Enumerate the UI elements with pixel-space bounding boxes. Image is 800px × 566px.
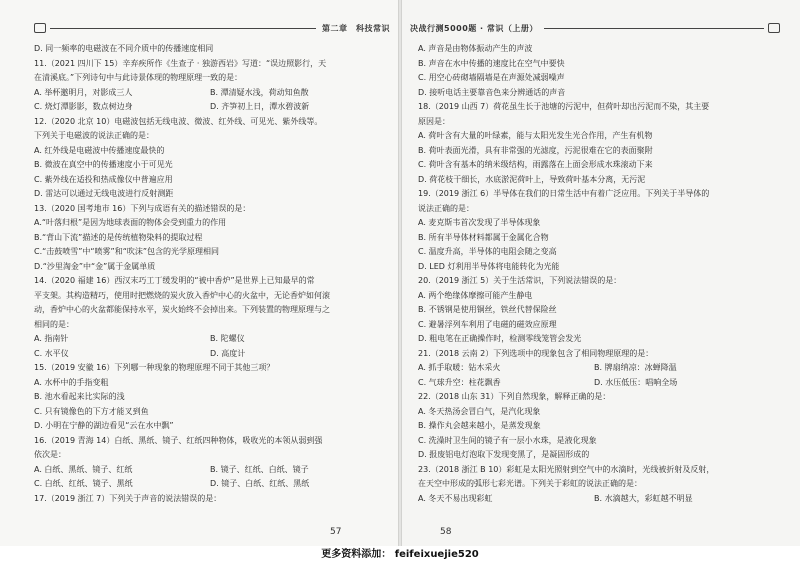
option-a: A. 两个绝缘体摩擦可能产生静电 <box>418 290 533 300</box>
right-page-text <box>418 42 770 506</box>
options-row <box>418 361 770 376</box>
option-d: D. 接听电话主要靠音色来分辨通话的声音 <box>418 87 566 97</box>
question-11: 11.（2021 四川下 15）辛弃疾所作《生查子 · 独游西岩》写道：“误边照影行，天 <box>34 58 327 68</box>
option-a: A. 举杯邀明月，对影成三人 <box>34 87 133 97</box>
option-d: D. 高度计 <box>210 348 246 358</box>
option-b: B. 声音在水中传播的速度比在空气中要快 <box>418 58 565 68</box>
option-b: B. 镜子、红纸、白纸、镜子 <box>210 464 309 474</box>
question-23: 23.（2018 浙江 B 10）彩虹是太阳光照射到空气中的水滴时，光线被折射及反射， <box>418 464 715 474</box>
question-17: 17.（2019 浙江 7）下列关于声音的说法错误的是： <box>34 493 222 503</box>
option-a: A. 白纸、黑纸、镜子、红纸 <box>34 464 133 474</box>
option-d: D. 小明在宁静的湖边看见“云在水中飘” <box>34 421 174 430</box>
option-d: D. 镜子、白纸、红纸、黑纸 <box>210 479 310 488</box>
option-b: B. 荷叶表面光滑，具有非常强的光滤度，污泥很难在它的表面聚附 <box>418 145 653 155</box>
option-b: B. 所有半导体材料都属于金属化合物 <box>418 232 549 242</box>
question-18: 18.（2019 山西 7）荷花虽生长于池塘的污泥中，但荷叶却出污泥而不染，其主要 <box>418 102 710 111</box>
option-d: D. 荷花枝干细长，水底淤泥荷叶上，导致荷叶基本分离，无污泥 <box>418 174 646 184</box>
option-a: A. 声音是由物体振动产生的声波 <box>418 44 533 53</box>
header-ornament-icon <box>768 23 780 33</box>
book-spine <box>398 0 402 546</box>
option-b: B. 陀螺仪 <box>210 334 245 343</box>
options-row <box>418 492 770 507</box>
options-row <box>34 463 386 478</box>
text-line: 动，香炉中心的火盆都能保持水平，炭火始终不会掉出来。下列装置的物理原理与之 <box>34 305 330 314</box>
options-row <box>418 376 770 391</box>
option-c: C. 白纸、红纸、镜子、黑纸 <box>34 479 133 488</box>
options-row <box>34 100 386 115</box>
text-line: 相同的是： <box>34 319 74 329</box>
options-row <box>34 477 386 492</box>
option-a: A. 冬天不易出现彩虹 <box>418 493 493 503</box>
question-15: 15.（2019 安徽 16）下列哪一种现象的物理原理不同于其他三项？ <box>34 363 275 372</box>
right-page-header <box>410 20 780 36</box>
option-c: C. 洗澡时卫生间的镜子有一层小水珠，是液化现象 <box>418 435 597 445</box>
right-header-title: 决战行测5000题 · 常识（上册） <box>410 23 538 33</box>
option-d: D. 水压低压：唱响全场 <box>594 377 678 387</box>
option-a: A. 冬天热汤会冒白气，是汽化现象 <box>418 406 541 416</box>
question-14: 14.（2020 福建 16）西汉末巧工丁缓发明的“被中香炉”是世界上已知最早的常 <box>34 276 315 285</box>
page-number: 57 <box>330 527 342 537</box>
option-c: C. 紫外线在适投和热成像仪中普遍应用 <box>34 174 173 184</box>
question-20: 20.（2019 浙江 5）关于生活常识，下列说法错误的是： <box>418 276 622 285</box>
option-d: D. 齐笋初上日，潭水碧波新 <box>210 102 310 111</box>
option-c: C. 气球升空：柱花飘香 <box>418 377 501 387</box>
left-page-text <box>34 42 386 506</box>
options-row <box>34 347 386 362</box>
left-page-header <box>34 20 390 36</box>
question-19: 19.（2019 浙江 6）半导体在我们的日常生活中有着广泛应用。下列关于半导体的 <box>418 189 710 198</box>
option-c: C. 只有镜像色的下方才能叉到鱼 <box>34 406 149 416</box>
page-number: 58 <box>440 527 452 537</box>
text-line: 依次是： <box>34 450 66 459</box>
option-a: A. 麦克斯韦首次发现了半导体现象 <box>418 218 541 227</box>
option-a: A. 红外线是电磁波中传播速度最快的 <box>34 145 165 155</box>
option-c: C. 烧灯潭影影，数点树边身 <box>34 102 133 111</box>
text-line: 原因是： <box>418 116 450 126</box>
text-line: 在天空中形成的弧形七彩光谱。下列关于彩虹的说法正确的是： <box>418 479 642 488</box>
option-b: B. 池水看起来比实际的浅 <box>34 392 125 401</box>
option-d: D. 粗电笔在正确操作时，检测零线笼管会发光 <box>418 334 582 343</box>
option-c: C. 避暑浮列车利用了电磁的磁效应原理 <box>418 319 557 329</box>
option-b: B. 微波在真空中的传播速度小于可见光 <box>34 160 173 169</box>
question-21: 21.（2018 云南 2）下列选项中的现象包含了相同物理原理的是： <box>418 348 654 358</box>
text-line: D. 同一频率的电磁波在不同介质中的传播速度相同 <box>34 44 214 53</box>
option-b: B. 不锈钢是使用铜丝，铁丝代替保险丝 <box>418 305 557 314</box>
option-b: B.“背山下流”描述的是传统植物染料的提取过程 <box>34 232 203 242</box>
option-c: C. 水平仪 <box>34 348 69 358</box>
option-d: D. 报废铝电灯泡取下发现变黑了，是凝固形成的 <box>418 450 590 459</box>
option-c: C. 荷叶含有基本的纳米级结构，雨露落在上面会形成水珠滚动下来 <box>418 160 653 169</box>
option-b: B. 操作丸会越来越小，是蒸发现象 <box>418 421 541 430</box>
header-rule <box>50 28 316 29</box>
options-row <box>34 86 386 101</box>
question-13: 13.（2020 国考地市 16）下列与成语有关的描述错误的是： <box>34 203 251 213</box>
option-c: C. 用空心砖砌墙隔墙是在声源处减弱噪声 <box>418 73 565 82</box>
left-header-title: 第二章 科技常识 <box>322 23 390 33</box>
text-line: 在清溪底。”下列诗句中与此诗景体现的物理原理一致的是： <box>34 73 243 82</box>
option-d: D. 雷达可以通过无线电波进行反射测距 <box>34 189 174 198</box>
option-a: A. 指南针 <box>34 334 69 343</box>
option-c: C. 温度升高，半导体的电阻会随之变高 <box>418 247 557 256</box>
question-16: 16.（2019 青海 14）白纸、黑纸、镜子、红纸四种物体，吸收光的本领从弱到强 <box>34 435 323 445</box>
option-a: A.“叶落归根”是因为地球表面的物体会受到重力的作用 <box>34 218 227 227</box>
footer-contact-text: 更多资料添加： feifeixuejie520 <box>0 546 800 566</box>
text-line: 平支架。其构造精巧，使用时把燃烧的炭火放入香炉中心的火盆中，无论香炉如何滚 <box>34 290 330 300</box>
header-ornament-icon <box>34 23 46 33</box>
question-22: 22.（2018 山东 31）下列自然现象，解释正确的是： <box>418 392 611 401</box>
option-b: B. 潭清疑水浅，荷动知鱼散 <box>210 87 309 97</box>
text-line: 说法正确的是： <box>418 203 474 213</box>
option-c: C.“击鼓喷雪”中“喷雾”和“吹沫”包含的光学原理相同 <box>34 247 219 256</box>
question-12: 12.（2020 北京 10）电磁波包括无线电波、微波、红外线、可见光、紫外线等。 <box>34 116 323 126</box>
option-a: A. 荷叶含有大量的叶绿素，能与太阳光发生光合作用，产生有机物 <box>418 131 653 140</box>
option-b: B. 牌扇纳凉：冰蝉降温 <box>594 363 677 372</box>
option-d: D. LED 灯利用半导体将电能转化为光能 <box>418 261 560 271</box>
option-b: B. 水滴越大，彩虹越不明显 <box>594 493 693 503</box>
option-a: A. 抓手取暖：钻木采火 <box>418 363 501 372</box>
option-a: A. 水杯中的手指变粗 <box>34 377 109 387</box>
text-line: 下列关于电磁波的说法正确的是： <box>34 131 154 140</box>
options-row <box>34 332 386 347</box>
option-d: D.“沙里淘金”中“金”属于金属单质 <box>34 261 156 271</box>
header-rule <box>544 28 764 29</box>
